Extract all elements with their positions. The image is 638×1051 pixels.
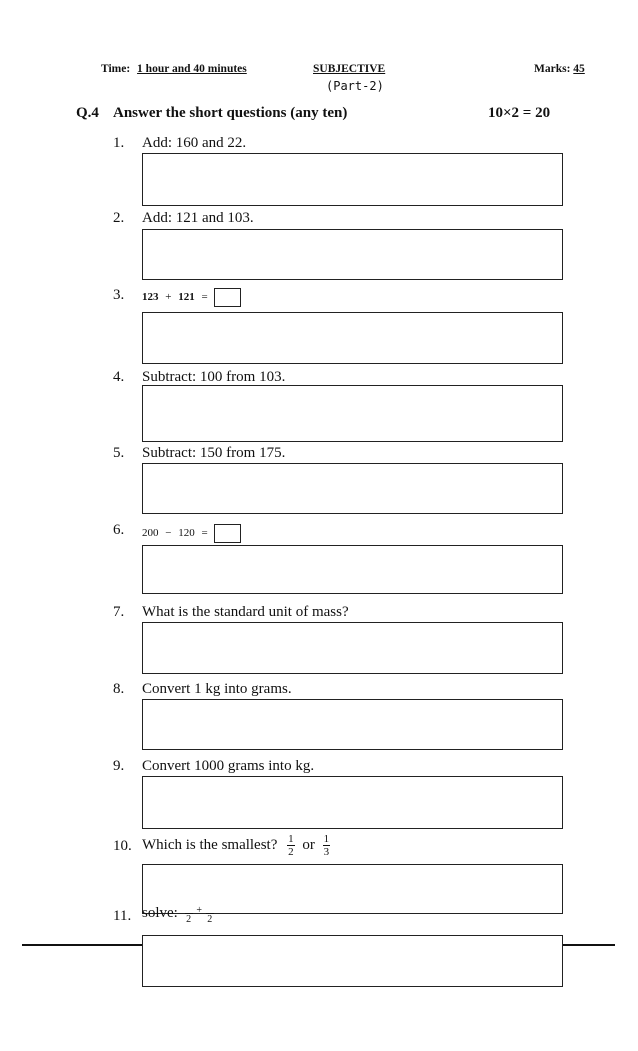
- q10-or: or: [302, 837, 315, 853]
- time-value: 1 hour and 40 minutes: [137, 63, 247, 75]
- q11-frac2-numerator: [206, 905, 214, 914]
- q2-text: Add: 121 and 103.: [142, 210, 254, 226]
- question-number: Q.4: [76, 105, 99, 121]
- q6-operand-a: 200: [142, 527, 159, 540]
- q10-number: 10.: [113, 838, 132, 854]
- q8-answer-box[interactable]: [142, 699, 563, 750]
- q1-answer-box[interactable]: [142, 153, 563, 206]
- q6-operand-b: 120: [178, 527, 195, 540]
- q6-blank-box[interactable]: [214, 524, 241, 543]
- time-label: Time:: [101, 63, 131, 75]
- section-title: SUBJECTIVE: [313, 63, 386, 75]
- q9-answer-box[interactable]: [142, 776, 563, 829]
- time-line: [101, 63, 247, 75]
- q10-fraction-half: [287, 833, 295, 858]
- q6-number: 6.: [113, 522, 125, 538]
- q3-equals: =: [201, 291, 208, 304]
- q10-frac2-numerator: 1: [323, 833, 330, 845]
- q3-answer-box[interactable]: [142, 312, 563, 364]
- q10-text: Which is the smallest?: [142, 837, 278, 853]
- q9-text: Convert 1000 grams into kg.: [142, 758, 315, 774]
- q11-line: [142, 905, 214, 925]
- q2-number: 2.: [113, 210, 125, 226]
- q5-answer-box[interactable]: [142, 463, 563, 514]
- q7-answer-box[interactable]: [142, 622, 563, 674]
- q3-operand-b: 121: [178, 291, 195, 304]
- question-marks: 10×2 = 20: [488, 105, 551, 121]
- q9-number: 9.: [113, 758, 125, 774]
- q3-blank-box[interactable]: [214, 288, 241, 307]
- q4-text: Subtract: 100 from 103.: [142, 369, 286, 385]
- q3-operand-a: 123: [142, 291, 159, 304]
- q10-line: [142, 833, 330, 858]
- q11-frac1-numerator: [185, 905, 193, 914]
- q4-answer-box[interactable]: [142, 385, 563, 442]
- q1-number: 1.: [113, 135, 125, 151]
- q3-expression: [142, 288, 241, 307]
- q6-expression: [142, 524, 241, 543]
- q5-number: 5.: [113, 445, 125, 461]
- q11-number: 11.: [113, 908, 132, 924]
- marks-line: [534, 63, 585, 75]
- page-divider-right: [563, 944, 615, 946]
- q3-number: 3.: [113, 287, 125, 303]
- q8-number: 8.: [113, 681, 125, 697]
- q11-frac2-denominator: 2: [207, 914, 213, 925]
- question-instruction: Answer the short questions (any ten): [113, 105, 348, 121]
- q10-frac1-numerator: 1: [288, 833, 294, 845]
- q10-frac2-denominator: 3: [323, 846, 330, 858]
- q5-text: Subtract: 150 from 175.: [142, 445, 286, 461]
- q11-frac1-denominator: 2: [186, 914, 192, 925]
- q6-equals: =: [201, 527, 208, 540]
- q11-fraction-b: [206, 905, 214, 925]
- marks-value: 45: [573, 63, 585, 75]
- q8-text: Convert 1 kg into grams.: [142, 681, 292, 697]
- q2-answer-box[interactable]: [142, 229, 563, 280]
- part-label: (Part-2): [326, 79, 384, 93]
- q7-text: What is the standard unit of mass?: [142, 604, 349, 620]
- q6-operator: −: [165, 527, 172, 540]
- q1-text: Add: 160 and 22.: [142, 135, 247, 151]
- q11-text: solve:: [142, 905, 178, 921]
- q10-frac1-denominator: 2: [288, 846, 294, 858]
- q4-number: 4.: [113, 369, 125, 385]
- q11-fraction-a: [185, 905, 193, 925]
- q6-answer-box[interactable]: [142, 545, 563, 594]
- q11-plus: +: [196, 905, 202, 916]
- q11-answer-box[interactable]: [142, 935, 563, 987]
- page-divider-left: [22, 944, 142, 946]
- marks-label: Marks:: [534, 63, 571, 75]
- q10-fraction-third: [323, 833, 331, 858]
- q3-operator: +: [165, 291, 172, 304]
- q7-number: 7.: [113, 604, 125, 620]
